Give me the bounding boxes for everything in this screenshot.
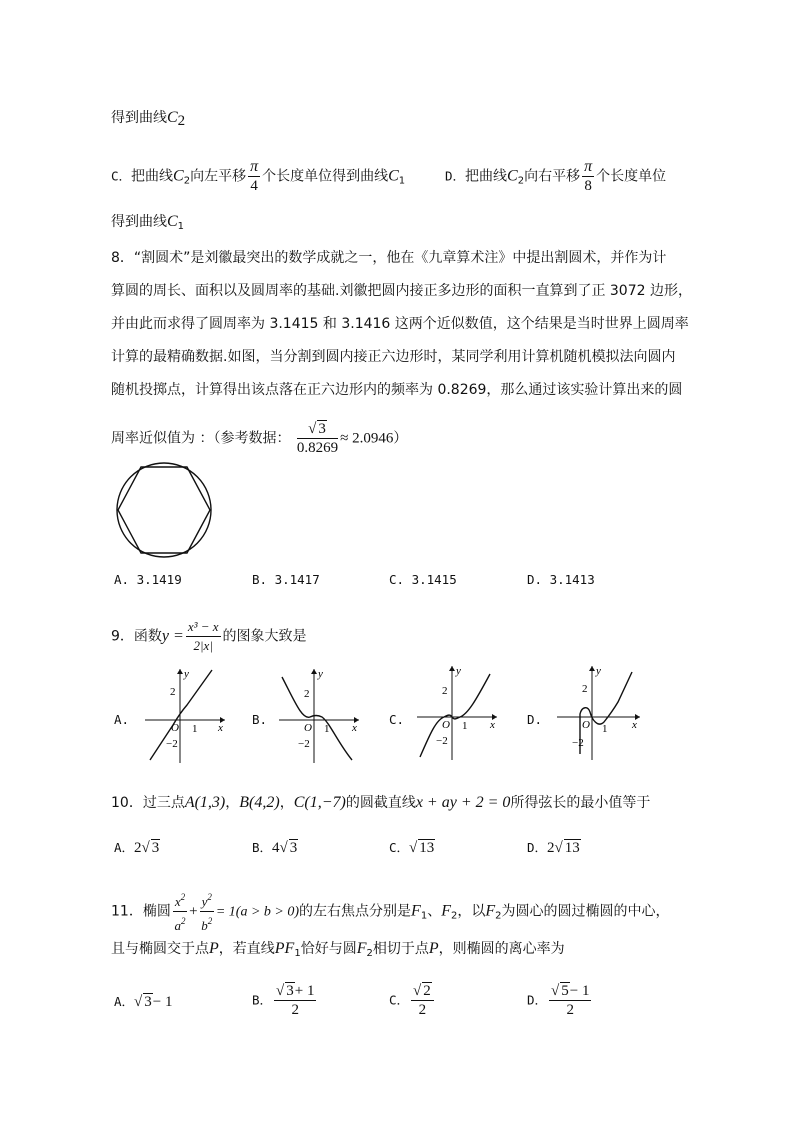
q9-graph-c[interactable] [412,662,502,762]
svg-text:1: 1 [324,723,330,735]
q7-option-d: D．把曲线$C_2$向右平移 $\frac{\pi}{8}$ 个长度单位 [445,158,667,194]
q8-option-a[interactable]: A. 3.1419 [114,572,182,587]
q7-option-c: C．把曲线$C_2$向左平移 $\frac{\pi}{4}$ 个长度单位得到曲线$C_1$ [111,158,406,194]
svg-text:2: 2 [442,685,448,697]
svg-text:y: y [456,665,461,677]
svg-text:O: O [442,719,450,731]
q9-graph-a-label[interactable]: A. [114,712,130,727]
svg-text:x: x [218,722,223,734]
q10-option-c[interactable]: C．√ 13 [389,840,435,856]
q8-line-5: 随机投掷点，计算得出该点落在正六边形内的频率为 0.8269，那么通过该实验计算出来的圆 [111,382,683,398]
hexagon-in-circle-figure [114,460,214,560]
q11-option-d[interactable]: D． $\frac{√ 5- 1}{2}$ [527,983,590,1018]
svg-text:−2: −2 [572,737,584,749]
q9-graph-d[interactable] [552,662,647,762]
q8-line-2: 算圆的周长、面积以及圆周率的基础.刘徽把圆内接正多边形的面积一直算到了正 3072 边形， [111,283,692,299]
svg-text:−2: −2 [298,738,310,750]
svg-text:1: 1 [602,723,608,735]
svg-text:2: 2 [582,683,588,695]
q8-line-4: 计算的最精确数据.如图，当分割到圆内接正六边形时，某同学利用计算机随机模拟法向圆内 [111,349,676,365]
q10-option-b[interactable]: B．4√ 3 [252,840,298,856]
reference-fraction: $\frac{√ 3}{0.8269}$ [296,421,339,456]
q7-tail-b: 得到曲线$C_2$ [111,109,186,129]
svg-text:x: x [490,719,495,731]
q8-line-3: 并由此而求得了圆周率为 3.1415 和 3.1416 这两个近似数值，这个结果是当时世界上圆周率 [111,316,689,332]
q9-graph-b[interactable] [274,665,364,765]
svg-text:O: O [304,722,312,734]
svg-text:y: y [318,668,323,680]
svg-text:−2: −2 [166,738,178,750]
q9-stem: 9．函数y = $\frac{\text{x³ − x}}{2|x|}$ 的图象大致是 [111,619,307,653]
q9-graph-d-label[interactable]: D. [527,712,543,727]
q11-option-a[interactable]: A．√ 3− 1 [114,994,173,1010]
svg-text:−2: −2 [436,735,448,747]
q9-graph-a[interactable] [140,665,230,765]
svg-text:y: y [184,668,189,680]
svg-text:2: 2 [304,688,310,700]
q8-option-d[interactable]: D. 3.1413 [527,572,595,587]
q8-option-c[interactable]: C. 3.1415 [389,572,457,587]
q11-line-2: 且与椭圆交于点P，若直线$PF_1$恰好与圆$F_2$相切于点P，则椭圆的离心率为 [111,940,565,959]
svg-text:O: O [171,722,179,734]
svg-text:x: x [632,719,637,731]
q10-option-a[interactable]: A．2√ 3 [114,840,160,856]
q10-stem: 10．过三点A(1,3)，B(4,2)，C(1,−7)的圆截直线x + ay + 2 = 0所得弦长的最小值等于 [111,794,651,811]
svg-text:x: x [352,722,357,734]
q10-option-d[interactable]: D．2√ 13 [527,840,580,856]
q9-graph-b-label[interactable]: B. [252,712,268,727]
q8-option-b[interactable]: B. 3.1417 [252,572,320,587]
q9-graph-c-label[interactable]: C. [389,712,405,727]
svg-text:2: 2 [170,686,176,698]
svg-text:1: 1 [192,723,198,735]
svg-text:O: O [582,719,590,731]
q11-option-c[interactable]: C． $\frac{√ 2}{2}$ [389,982,436,1019]
q8-line-1: 8．“割圆术”是刘徽最突出的数学成就之一，他在《九章算术注》中提出割圆术，并作为计 [111,250,667,266]
svg-text:y: y [596,665,601,677]
q11-option-b[interactable]: B． $\frac{√ 3+ 1}{2}$ [252,983,315,1018]
q11-line-1: 11．椭圆 $\frac{x^2}{a^2}$ + $\frac{y^2}{b^2}$ = 1(a > b > 0)的左右焦点分别是$F_1$、$F_2$，以$F_2$为圆心的圆过椭圆的中心， [111,888,670,935]
q8-line-6: 周率近似值为 ：（参考数据： $\frac{√ 3}{0.8269}$ ≈ 2.0946） [111,421,408,456]
svg-text:1: 1 [462,720,468,732]
q7-tail-d: 得到曲线$C_1$ [111,213,185,232]
